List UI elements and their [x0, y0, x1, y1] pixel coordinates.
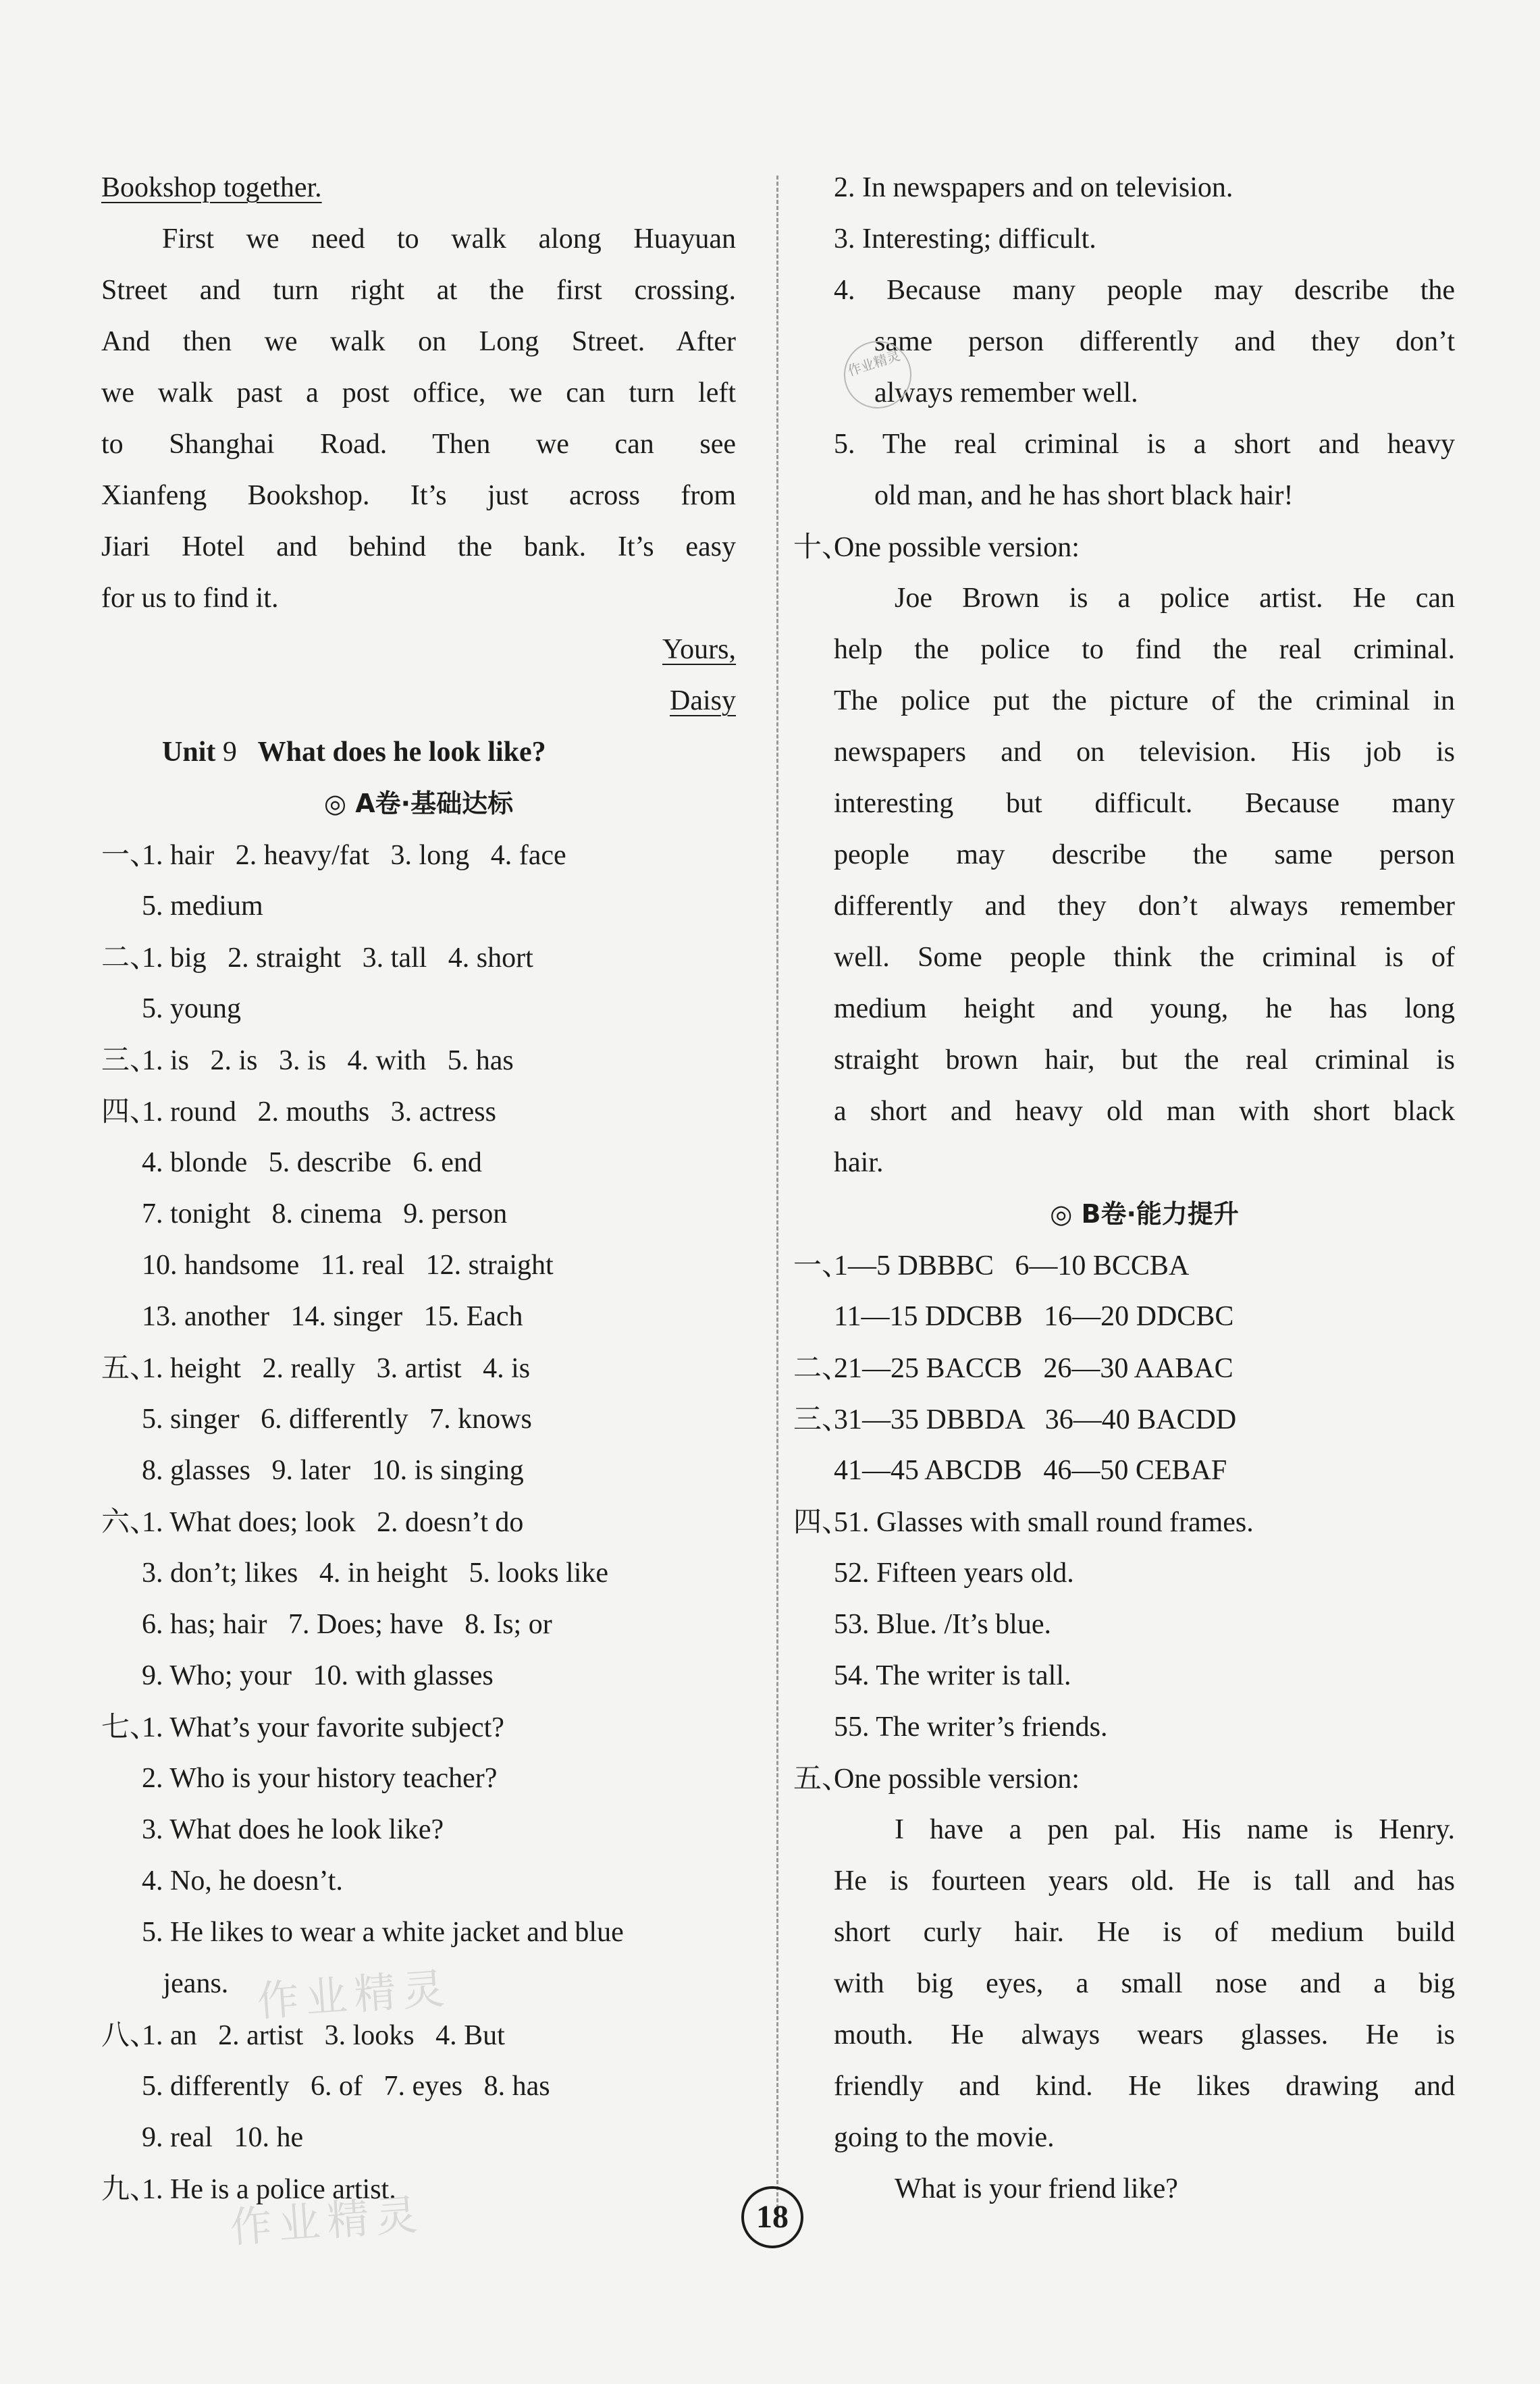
answer-line: 54. The writer is tall. — [834, 1660, 1071, 1691]
answer-line: 10. handsome 11. real 12. straight — [142, 1250, 554, 1281]
letter-line: And then we walk on Long Street. After — [101, 326, 736, 357]
question-mark: 四、 — [101, 1094, 159, 1128]
answer-line: 21—25 BACCB 26—30 AABAC — [834, 1353, 1233, 1384]
watermark: 作业精灵 — [255, 1966, 453, 2025]
answer-line: jeans. — [142, 1968, 229, 1999]
answer-line: 5. medium — [142, 891, 263, 922]
page-number: 18 — [741, 2186, 803, 2248]
letter-line: to Shanghai Road. Then we can see — [101, 429, 736, 460]
answer-line: 3. Interesting; difficult. — [834, 223, 1096, 255]
essay-line: interesting but difficult. Because many — [834, 788, 1455, 819]
answer-line: 1. height 2. really 3. artist 4. is — [142, 1353, 531, 1384]
question-mark: 二、 — [101, 941, 159, 974]
unit-title: What does he look like? — [257, 737, 546, 768]
answer-line: 1. an 2. artist 3. looks 4. But — [142, 2020, 505, 2051]
answer-line: 5. The real criminal is a short and heavy — [834, 429, 1455, 460]
section-b-title: ◎ B卷·能力提升 — [1050, 1199, 1239, 1229]
unit-label: Unit — [162, 737, 216, 768]
column-divider — [776, 176, 778, 2215]
letter-line: Street and turn right at the first crossing. — [101, 275, 736, 306]
letter-line: First we need to walk along Huayuan — [162, 223, 736, 255]
essay-line: The police put the picture of the criminal in — [834, 685, 1455, 716]
unit-number: 9 — [222, 737, 237, 768]
answer-line: 5. singer 6. differently 7. knows — [142, 1404, 532, 1435]
question-mark: 九、 — [101, 2172, 159, 2205]
answer-line: 11—15 DDCBB 16—20 DDCBC — [834, 1301, 1234, 1332]
letter-line: Xianfeng Bookshop. It’s just across from — [101, 480, 736, 511]
answer-line: always remember well. — [874, 377, 1138, 408]
essay-line: a short and heavy old man with short black — [834, 1096, 1455, 1127]
answer-line: 5. young — [142, 993, 241, 1024]
letter-closing: Yours, — [662, 634, 736, 665]
answer-line: 4. Because many people may describe the — [834, 275, 1455, 306]
answer-line: old man, and he has short black hair! — [874, 480, 1294, 511]
answer-line: 1. What’s your favorite subject? — [142, 1712, 504, 1743]
section-b-answers — [793, 1240, 1455, 1804]
answer-line: 9. Who; your 10. with glasses — [142, 1660, 494, 1691]
answer-line: 3. What does he look like? — [142, 1814, 444, 1845]
answer-line: 1—5 DBBBC 6—10 BCCBA — [834, 1250, 1190, 1281]
essay-line: medium height and young, he has long — [834, 993, 1455, 1024]
answer-line: 8. glasses 9. later 10. is singing — [142, 1455, 524, 1486]
essay-line: with big eyes, a small nose and a big — [834, 1968, 1455, 1999]
essay-line: differently and they don’t always remember — [834, 891, 1455, 922]
letter-line: we walk past a post office, we can turn left — [101, 377, 736, 408]
essay-line: What is your friend like? — [895, 2173, 1178, 2204]
answer-line: 3. don’t; likes 4. in height 5. looks like — [142, 1558, 609, 1589]
question-mark: 五、 — [793, 1761, 851, 1795]
question-mark: 一、 — [793, 1248, 851, 1281]
essay-line: help the police to find the real criminal. — [834, 634, 1455, 665]
watermark: 作业精灵 — [228, 2192, 426, 2252]
answer-line: 55. The writer’s friends. — [834, 1712, 1108, 1743]
essay-line: newspapers and on television. His job is — [834, 737, 1455, 768]
version-label: One possible version: — [834, 1764, 1080, 1795]
question-mark: 八、 — [101, 2018, 159, 2051]
answer-line: 41—45 ABCDB 46—50 CEBAF — [834, 1455, 1227, 1486]
answer-line: 1. round 2. mouths 3. actress — [142, 1096, 496, 1128]
question-mark: 六、 — [101, 1505, 159, 1538]
version-label: One possible version: — [834, 532, 1080, 563]
question-mark: 二、 — [793, 1351, 851, 1384]
answer-line: 51. Glasses with small round frames. — [834, 1507, 1254, 1538]
question-mark: 四、 — [793, 1505, 851, 1538]
answer-line: 52. Fifteen years old. — [834, 1558, 1074, 1589]
question-mark: 三、 — [101, 1043, 159, 1076]
right-column — [793, 162, 1455, 2215]
essay-line: He is fourteen years old. He is tall and has — [834, 1865, 1455, 1897]
question-mark: 一、 — [101, 838, 159, 871]
letter-line: for us to find it. — [101, 583, 279, 614]
essay-line: well. Some people think the criminal is of — [834, 942, 1455, 973]
letter-line: Jiari Hotel and behind the bank. It’s easy — [101, 531, 736, 562]
letter-tail: Bookshop together. — [101, 172, 322, 203]
essay-line: straight brown hair, but the real criminal is — [834, 1044, 1455, 1076]
answer-line: 4. No, he doesn’t. — [142, 1865, 343, 1897]
question-mark: 七、 — [101, 1710, 159, 1743]
essay-line: hair. — [834, 1147, 884, 1178]
essay-line: friendly and kind. He likes drawing and — [834, 2071, 1455, 2102]
answer-line: 1. big 2. straight 3. tall 4. short — [142, 943, 533, 974]
answer-line: 1. What does; look 2. doesn’t do — [142, 1507, 524, 1538]
answer-line: 2. Who is your history teacher? — [142, 1763, 498, 1794]
essay-line: people may describe the same person — [834, 839, 1455, 870]
answer-line: 5. He likes to wear a white jacket and blue — [142, 1917, 624, 1948]
answer-line: 7. tonight 8. cinema 9. person — [142, 1198, 508, 1229]
question-mark: 五、 — [101, 1351, 159, 1384]
answer-line: 1. hair 2. heavy/fat 3. long 4. face — [142, 840, 566, 871]
essay-line: short curly hair. He is of medium build — [834, 1917, 1455, 1948]
stamp-text: 作业精灵 — [846, 348, 903, 379]
answer-line: 6. has; hair 7. Does; have 8. Is; or — [142, 1609, 552, 1640]
answer-line: 9. real 10. he — [142, 2122, 304, 2153]
essay-line: going to the movie. — [834, 2122, 1055, 2153]
answer-line: 4. blonde 5. describe 6. end — [142, 1147, 482, 1178]
section-a-title: ◎ A卷·基础达标 — [323, 789, 514, 818]
answer-line: 1. He is a police artist. — [142, 2174, 396, 2205]
essay-line: I have a pen pal. His name is Henry. — [895, 1814, 1455, 1845]
question-mark: 十、 — [793, 530, 851, 563]
essay-line: Joe Brown is a police artist. He can — [895, 583, 1455, 614]
answer-line: 2. In newspapers and on television. — [834, 172, 1233, 203]
question-mark: 三、 — [793, 1402, 851, 1435]
letter-signature: Daisy — [670, 685, 736, 716]
answer-line: 5. differently 6. of 7. eyes 8. has — [142, 2071, 550, 2102]
answer-line: 1. is 2. is 3. is 4. with 5. has — [142, 1045, 514, 1076]
unit-heading — [101, 726, 736, 778]
answer-line: 31—35 DBBDA 36—40 BACDD — [834, 1404, 1237, 1435]
answer-line: 53. Blue. /It’s blue. — [834, 1609, 1051, 1640]
answer-line: 13. another 14. singer 15. Each — [142, 1301, 523, 1332]
left-column — [101, 162, 736, 2215]
essay-line: mouth. He always wears glasses. He is — [834, 2019, 1455, 2050]
answer-line: same person differently and they don’t — [874, 326, 1455, 357]
